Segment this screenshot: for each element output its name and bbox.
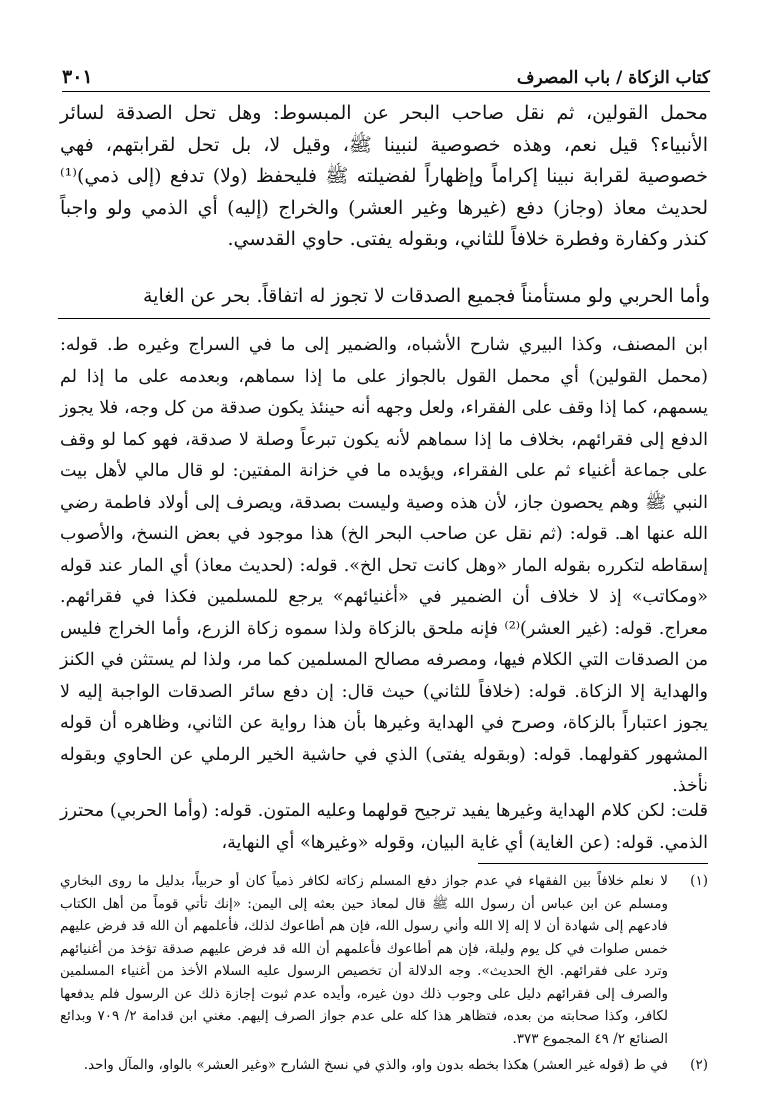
main-text-end: وأما الحربي ولو مستأمناً فجميع الصدقات لا تجوز له اتفاقاً. بحر عن الغاية (58, 282, 710, 319)
running-title: كتاب الزكاة / باب المصرف (516, 68, 710, 88)
main-text: محمل القولين، ثم نقل صاحب البحر عن المبسوط: وهل تحل الصدقة لسائر الأنبياء؟ قيل نعم، وهذه خصوصية لنبينا ﷺ، وقيل لا، بل تحل لقرابتهم، فهي خصوصية لقرابة نبينا إكراماً وإظهاراً لفضيلته ﷺ فليحفظ (ولا) تدفع (إلى ذمي)⁽¹⁾ لحديث معاذ (وجاز) دفع (غيرها وغير العشر) والخراج (إليه) أي الذمي ولو واجباً كنذر وكفارة وفطرة خلافاً للثاني، وبقوله يفتى. حاوي القدسي. (60, 102, 708, 250)
footnote-number: (١) (690, 873, 708, 889)
footnote-divider (478, 863, 708, 864)
commentary-paragraph-2: قلت: لكن كلام الهداية وغيرها يفيد ترجيح قولهما وعليه المتون. قوله: (وأما الحربي) محترز الذمي. قوله: (عن الغاية) أي غاية البيان، وقوله «وغيرها» أي النهاية، (60, 801, 708, 853)
footnote-text: في ط (قوله غير العشر) هكذا بخطه بدون واو، والذي في نسخ الشارح «وغير العشر» بالواو، والمآل واحد. (83, 1057, 668, 1073)
footnote (60, 870, 708, 1050)
footnote-text: لا نعلم خلافاً بين الفقهاء في عدم جواز دفع المسلم زكاته لكافر ذمياً كان أو حربياً، بدليل ما روى البخاري ومسلم عن ابن عباس أن رسول الله ﷺ قال لمعاذ حين بعثه إلى اليمن: «إنك تأتي قوماً من أهل الكتاب فادعهم إلى شهادة أن لا إله إلا الله وأني رسول الله، فإن هم أطاعوك لذلك، فأعلمهم أن الله قد فرض عليهم خمس صلوات في كل يوم وليلة، فإن هم أطاعوك فأعلمهم أن الله قد فرض عليهم صدقة تؤخذ من أغنيائهم وترد على فقرائهم. الخ الحديث». وجه الدلالة أن تخصيص الرسول عليه السلام الأخذ من أغنياء المسلمين والصرف إلى فقرائهم دليل على وجوب ذلك دون غيره، وأيده عدم ثبوت إجازة ذلك عن الرسول فلم يدفعها لكافر، وكذا صحابته من بعده، فتظاهر هذا كله على عدم جواز الصرف إليهم. مغني ابن قدامة ٢/ ٧٠٩ وبدائع الصنائع ٢/ ٤٩ المجموع ٣٧٣. (60, 873, 668, 1047)
page-header (62, 58, 710, 92)
footnote-number: (٢) (690, 1057, 708, 1073)
footnotes (60, 870, 708, 1081)
page-number: ٣٠١ (62, 66, 93, 88)
footnote (60, 1054, 708, 1077)
commentary-paragraph: ابن المصنف، وكذا البيري شارح الأشباه، والضمير إلى ما في السراج وغيره ط. قوله: (محمل القولين) أي محمل القول بالجواز على ما إذا سماهم، وبعدمه على ما إذا لم يسمهم، كما إذا وقف على الفقراء، ولعل وجهه أنه حينئذ يكون صدقة من كل وجه، فلا يجوز الدفع إلى فقرائهم، بخلاف ما إذا سماهم لأنه يكون تبرعاً وصلة لا صدقة، فهو كما لو وقف على جماعة أغنياء ثم على الفقراء، ويؤيده ما في خزانة المفتين: لو قال مالي لأهل بيت النبي ﷺ وهم يحصون جاز، لأن هذه وصية وليست بصدقة، ويصرف إلى أولاد فاطمة رضي الله عنها اهـ. قوله: (ثم نقل عن صاحب البحر الخ) هذا موجود في بعض النسخ، والأصوب إسقاطه لتكرره بقوله المار «وهل كانت تحل الخ». قوله: (لحديث معاذ) أي المار عند قوله «ومكاتب» إذ لا خلاف أن الضمير في «أغنيائهم» يرجع للمسلمين فكذا في فقرائهم. معراج. قوله: (غير العشر)⁽²⁾ فإنه ملحق بالزكاة ولذا سموه زكاة الزرع، وأما الخراج فليس من الصدقات التي الكلام فيها، ومصرفه مصالح المسلمين كما مر، ولذا لم يستثن في الكنز والهداية إلا الزكاة. قوله: (خلافاً للثاني) حيث قال: إن دفع سائر الصدقات الواجبة إليه لا يجوز اعتباراً بالزكاة، وصرح في الهداية وغيرها بأن هذا رواية عن الثاني، وظاهره أن قوله المشهور كقولهما. قوله: (وبقوله يفتى) الذي في حاشية الخير الرملي عن الحاوي وبقوله نأخذ. (60, 335, 708, 796)
